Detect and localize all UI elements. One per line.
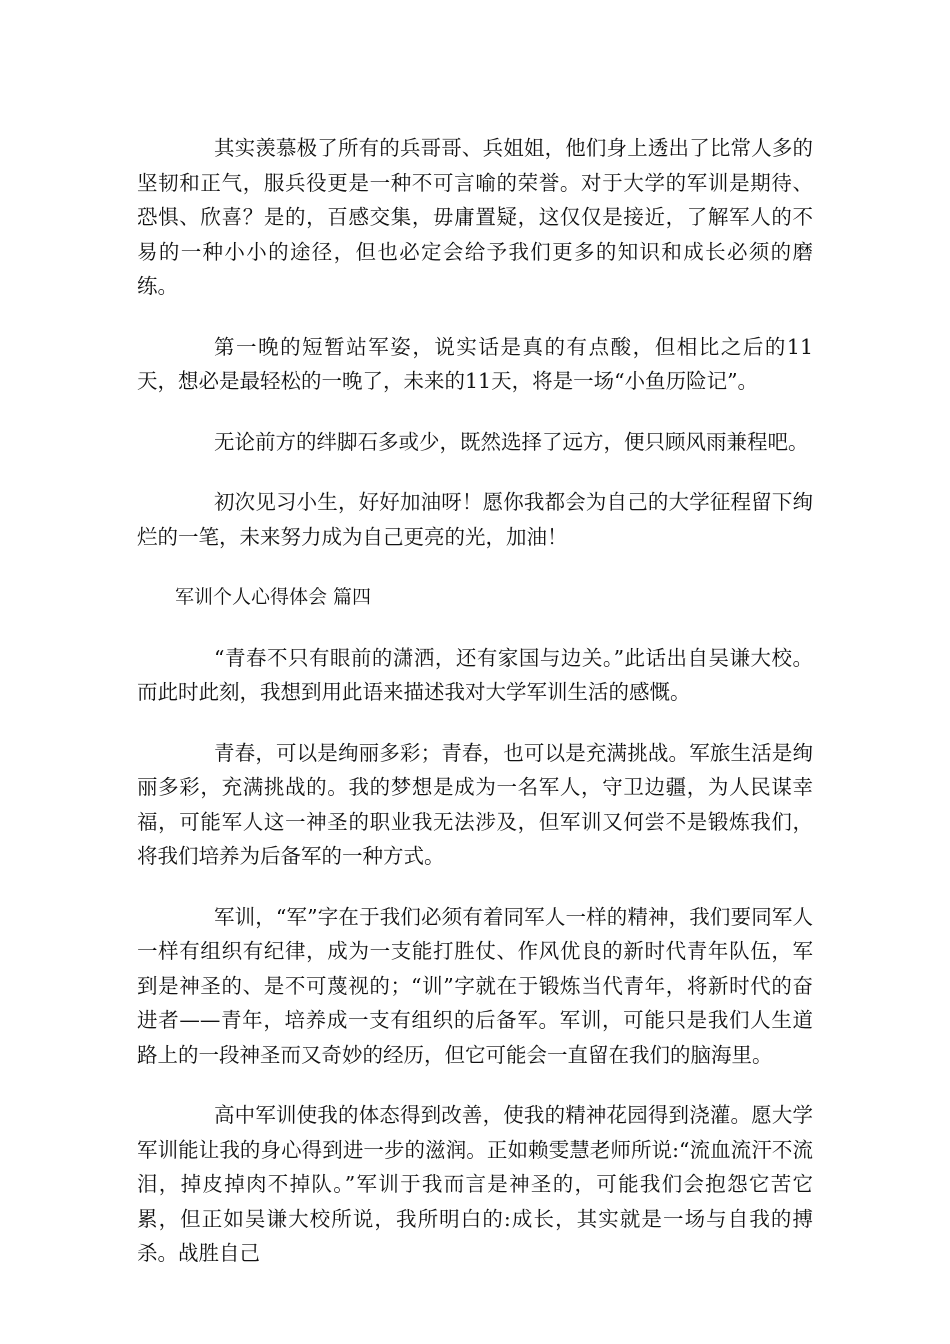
section-paragraph-3: 军训，“军”字在于我们必须有着同军人一样的精神，我们要同军人一样有组织有纪律，成为一支能打胜仗、作风优良的新时代青年队伍，军到是神圣的、是不可蔑视的；“训”字就在于锻炼当代青年，将新时代的奋进者——青年，培养成一支有组织的后备军。军训，可能只是我们人生道路上的一段神圣而又奇妙的经历，但它可能会一直留在我们的脑海里。 bbox=[137, 904, 813, 1067]
section-paragraph-1: “青春不只有眼前的潇洒，还有家国与边关。”此话出自吴谦大校。而此时此刻，我想到用此语来描述我对大学军训生活的感慨。 bbox=[137, 645, 813, 704]
paragraph-3: 无论前方的绊脚石多或少，既然选择了远方，便只顾风雨兼程吧。 bbox=[214, 429, 809, 454]
paragraph-4: 初次见习小生，好好加油呀！愿你我都会为自己的大学征程留下绚烂的一笔，未来努力成为自己更亮的光，加油！ bbox=[137, 490, 813, 549]
paragraph-1: 其实羡慕极了所有的兵哥哥、兵姐姐，他们身上透出了比常人多的坚韧和正气，服兵役更是一种不可言喻的荣誉。对于大学的军训是期待、恐惧、欣喜？是的，百感交集，毋庸置疑，这仅仅是接近，了解军人的不易的一种小小的途径，但也必定会给予我们更多的知识和成长必须的磨练。 bbox=[137, 136, 813, 298]
document-body bbox=[137, 131, 813, 1297]
section-paragraph-2: 青春，可以是绚丽多彩；青春，也可以是充满挑战。军旅生活是绚丽多彩，充满挑战的。我的梦想是成为一名军人，守卫边疆，为人民谋幸福，可能军人这一神圣的职业我无法涉及，但军训又何尝不是锻炼我们，将我们培养为后备军的一种方式。 bbox=[137, 740, 813, 868]
section-paragraph-4: 高中军训使我的体态得到改善，使我的精神花园得到浇灌。愿大学军训能让我的身心得到进一步的滋润。正如赖雯慧老师所说:“流血流汗不流泪，掉皮掉肉不掉队。”军训于我而言是神圣的，可能我们会抱怨它苦它累，但正如吴谦大校所说，我所明白的:成长，其实就是一场与自我的搏杀。战胜自己 bbox=[137, 1103, 813, 1265]
section-heading: 军训个人心得体会 篇四 bbox=[175, 586, 372, 608]
paragraph-2: 第一晚的短暂站军姿，说实话是真的有点酸，但相比之后的11天，想必是最轻松的一晚了，未来的11天，将是一场“小鱼历险记”。 bbox=[137, 334, 813, 393]
